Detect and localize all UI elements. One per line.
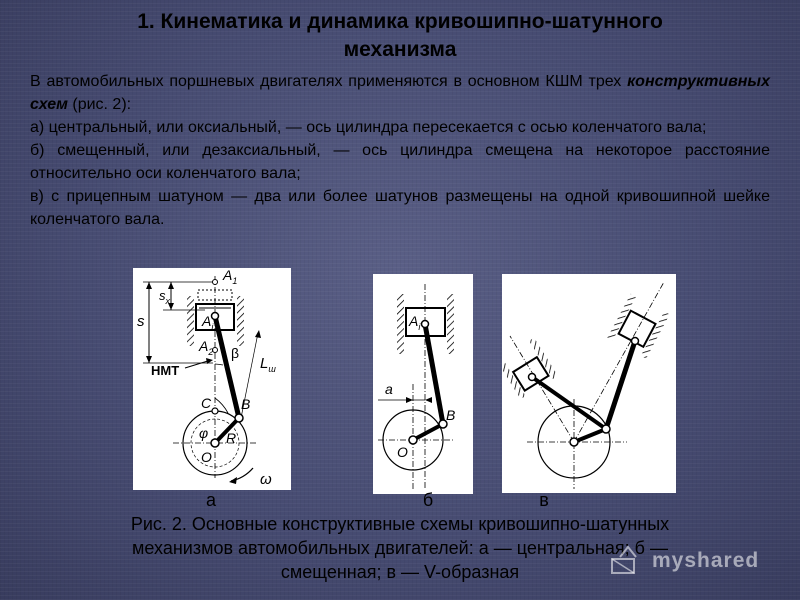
diagram-offset [373, 274, 473, 494]
caption-line1: Рис. 2. Основные конструктивные схемы кривошипно-шатунных [130, 514, 670, 534]
label-l-sub: ш [268, 364, 276, 374]
slide-title [0, 8, 800, 64]
label-beta: β [231, 345, 240, 361]
svg-text:Ai [408, 313, 421, 332]
figure-c-v-type [502, 274, 676, 493]
intro-paragraph [30, 70, 770, 116]
label-s: s [137, 313, 145, 330]
figure-b-offset [373, 274, 473, 494]
slide-title-line2: механизма [343, 38, 457, 61]
label-ai: A [409, 313, 419, 329]
label-r: R [226, 430, 237, 446]
figure-label-c: в [539, 490, 549, 510]
label-phi: φ [199, 425, 209, 441]
label-a2-sub: 2 [208, 347, 214, 357]
list-item-a: а) центральный, или оксиальный, — ось цилиндра пересекается с осью коленчатого вала; [30, 119, 707, 136]
label-l: L [260, 355, 269, 372]
diagram-central [133, 268, 291, 490]
svg-text:A2 [198, 338, 213, 357]
slide-body [30, 70, 770, 231]
label-a1-sub: 1 [232, 276, 238, 286]
intro-end: (рис. 2): [67, 96, 132, 113]
label-c: C [201, 395, 212, 411]
label-a: a [385, 381, 393, 397]
intro-text: В автомобильных поршневых двигателях применяются в основном КШМ трех [30, 73, 628, 90]
label-b: B [241, 396, 251, 412]
diagram-v-type [502, 274, 676, 493]
svg-text:sx [159, 288, 171, 306]
label-ai: A [202, 313, 212, 329]
svg-text:Lш [260, 355, 276, 374]
label-nmt: НМТ [151, 363, 180, 378]
logo-text: myshared [652, 549, 760, 572]
intro-emphasis: конструктивных схем [30, 73, 770, 113]
caption-line3: смещенная; в — V-образная [280, 562, 520, 582]
label-ai-sub: i [211, 322, 214, 332]
label-sx: s [159, 288, 166, 303]
label-o: O [201, 449, 212, 465]
label-ai-sub: i [418, 322, 421, 332]
caption-line2: механизмов автомобильных двигателей: а — центральная; б — [132, 538, 668, 558]
list-item-b: б) смещенный, или дезаксиальный, — ось цилиндра смещена на некоторое расстояние относительно оси коленчатого вала; [30, 142, 770, 182]
label-sx-sub: x [165, 296, 170, 306]
label-b: B [446, 407, 456, 423]
list-item-c: в) с прицепным шатуном — два или более шатунов размещены на одной кривошипной шейке коленчатого вала. [30, 188, 770, 228]
figure-a-central [133, 268, 291, 490]
logo-icon [606, 543, 646, 577]
label-omega: ω [260, 471, 272, 488]
figure-label-a: а [205, 490, 216, 510]
label-o: O [397, 444, 408, 460]
figure-label-b: б [422, 490, 434, 510]
label-a2: A [199, 338, 209, 354]
label-a1: A [223, 268, 233, 283]
watermark-logo [606, 541, 760, 581]
svg-text:A1 [222, 268, 237, 286]
slide-title-line1: 1. Кинематика и динамика кривошипно-шатунного [137, 10, 663, 33]
